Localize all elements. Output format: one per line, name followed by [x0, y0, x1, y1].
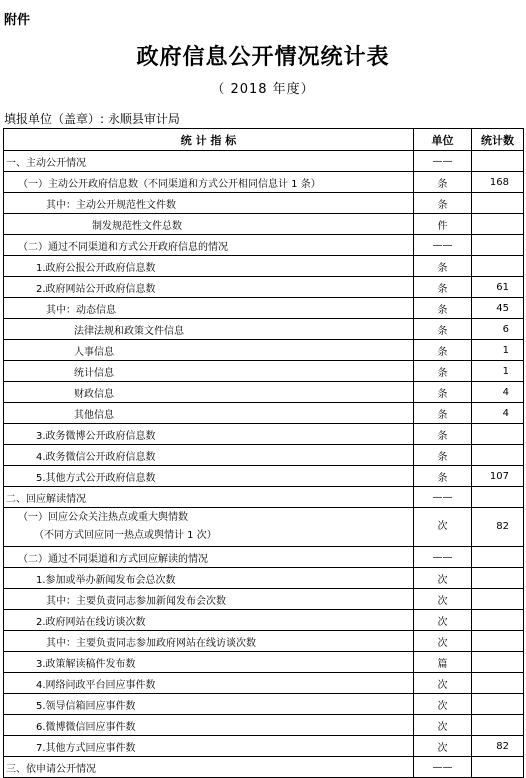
- table-row: [4, 466, 524, 487]
- row-value: 1: [472, 340, 524, 361]
- table-row: [4, 340, 524, 361]
- row-unit: 次: [414, 673, 472, 694]
- row-unit: ——: [414, 547, 472, 568]
- table-row: [4, 298, 524, 319]
- row-label-cell: [4, 508, 414, 547]
- table-row: [4, 694, 524, 715]
- row-label: （二）通过不同渠道和方式回应解读的情况: [4, 547, 414, 568]
- row-label: 制发规范性文件总数: [4, 214, 414, 235]
- table-row: [4, 547, 524, 568]
- row-label: 二、回应解读情况: [4, 487, 414, 508]
- row-value: [472, 214, 524, 235]
- row-value: 45: [472, 298, 524, 319]
- table-row: [4, 589, 524, 610]
- table-row: [4, 508, 524, 547]
- row-label: 一、主动公开情况: [4, 151, 414, 172]
- header-unit: 单位: [414, 129, 472, 151]
- row-unit: 条: [414, 340, 472, 361]
- row-label: 4.网络问政平台回应事件数: [4, 673, 414, 694]
- table-row: [4, 631, 524, 652]
- table-row: [4, 361, 524, 382]
- row-label: 财政信息: [4, 382, 414, 403]
- row-value: [472, 487, 524, 508]
- row-unit: 条: [414, 403, 472, 424]
- row-label: 其中：主动公开规范性文件数: [4, 193, 414, 214]
- row-value: 1: [472, 361, 524, 382]
- row-unit: ——: [414, 757, 472, 778]
- row-unit: 次: [414, 589, 472, 610]
- reporting-unit: 填报单位（盖章）: 永顺县审计局: [4, 112, 180, 126]
- table-row: [4, 715, 524, 736]
- row-label: 法律法规和政策文件信息: [4, 319, 414, 340]
- row-unit: 次: [414, 736, 472, 757]
- row-unit: 条: [414, 298, 472, 319]
- table-row: [4, 151, 524, 172]
- row-value: [472, 631, 524, 652]
- row-value: [472, 256, 524, 277]
- table-row: [4, 382, 524, 403]
- row-unit: 条: [414, 256, 472, 277]
- row-value: 107: [472, 466, 524, 487]
- table-row: [4, 736, 524, 757]
- row-label: 1.参加或举办新闻发布会总次数: [4, 568, 414, 589]
- row-unit: 次: [414, 610, 472, 631]
- row-label: 3.政策解读稿件发布数: [4, 652, 414, 673]
- row-unit: 次: [414, 694, 472, 715]
- row-label-note: （不同方式回应同一热点或舆情计 1 次）: [34, 530, 217, 541]
- row-value: [472, 673, 524, 694]
- row-unit: 件: [414, 214, 472, 235]
- row-unit: 条: [414, 424, 472, 445]
- row-value: [472, 652, 524, 673]
- header-indicator: 统 计 指 标: [4, 129, 414, 151]
- row-unit: 条: [414, 445, 472, 466]
- row-value: [472, 757, 524, 778]
- table-row: [4, 319, 524, 340]
- row-value: [472, 445, 524, 466]
- row-unit: 条: [414, 361, 472, 382]
- report-year: （ 2018 年度）: [211, 82, 315, 97]
- row-value: [472, 424, 524, 445]
- row-label: 7.其他方式回应事件数: [4, 736, 414, 757]
- row-unit: 条: [414, 277, 472, 298]
- row-value: [472, 235, 524, 256]
- table-row: [4, 610, 524, 631]
- row-unit: ——: [414, 487, 472, 508]
- row-value: 61: [472, 277, 524, 298]
- row-value: [472, 610, 524, 631]
- row-value: [472, 715, 524, 736]
- row-value: [472, 589, 524, 610]
- row-value: [472, 568, 524, 589]
- table-row: [4, 652, 524, 673]
- table-row: [4, 673, 524, 694]
- row-unit: 次: [414, 631, 472, 652]
- table-row: [4, 568, 524, 589]
- table-row: [4, 487, 524, 508]
- row-label: 6.微博微信回应事件数: [4, 715, 414, 736]
- row-unit: 条: [414, 319, 472, 340]
- row-label: 其中：主要负责同志参加政府网站在线访谈次数: [4, 631, 414, 652]
- row-unit: ——: [414, 235, 472, 256]
- row-label: 5.其他方式公开政府信息数: [4, 466, 414, 487]
- row-label: 其中：主要负责同志参加新闻发布会次数: [4, 589, 414, 610]
- row-label: 5.领导信箱回应事件数: [4, 694, 414, 715]
- row-unit: 次: [414, 508, 472, 547]
- table-row: [4, 757, 524, 778]
- table-row: [4, 235, 524, 256]
- row-value: 168: [472, 172, 524, 193]
- row-value: 6: [472, 319, 524, 340]
- row-unit: 条: [414, 172, 472, 193]
- row-value: 4: [472, 403, 524, 424]
- row-value: 82: [472, 508, 524, 547]
- annex-label: 附件: [4, 13, 31, 28]
- table-row: [4, 193, 524, 214]
- table-header-row: [4, 129, 524, 151]
- page-title: 政府信息公开情况统计表: [136, 44, 390, 70]
- table-row: [4, 403, 524, 424]
- row-unit: 次: [414, 568, 472, 589]
- row-label: 3.政务微博公开政府信息数: [4, 424, 414, 445]
- header-count: 统计数: [472, 129, 524, 151]
- row-unit: ——: [414, 151, 472, 172]
- table-row: [4, 214, 524, 235]
- row-unit: 条: [414, 466, 472, 487]
- table-row: [4, 256, 524, 277]
- row-label: 1.政府公报公开政府信息数: [4, 256, 414, 277]
- row-label: 2.政府网站公开政府信息数: [4, 277, 414, 298]
- row-value: 4: [472, 382, 524, 403]
- row-label: （一）回应公众关注热点或重大舆情数: [18, 512, 188, 523]
- row-label: 其他信息: [4, 403, 414, 424]
- row-unit: 条: [414, 193, 472, 214]
- row-label: 统计信息: [4, 361, 414, 382]
- row-label: （一）主动公开政府信息数（不同渠道和方式公开相同信息计 1 条）: [4, 172, 414, 193]
- row-value: [472, 193, 524, 214]
- row-unit: 次: [414, 715, 472, 736]
- row-label: 人事信息: [4, 340, 414, 361]
- row-value: [472, 151, 524, 172]
- row-label: 2.政府网站在线访谈次数: [4, 610, 414, 631]
- row-label: （二）通过不同渠道和方式公开政府信息的情况: [4, 235, 414, 256]
- table-row: [4, 424, 524, 445]
- table-row: [4, 445, 524, 466]
- row-value: [472, 547, 524, 568]
- table-row: [4, 277, 524, 298]
- row-label: 三、依申请公开情况: [4, 757, 414, 778]
- row-label: 其中：动态信息: [4, 298, 414, 319]
- statistics-table: [3, 128, 524, 778]
- row-label: 4.政务微信公开政府信息数: [4, 445, 414, 466]
- row-unit: 篇: [414, 652, 472, 673]
- table-row: [4, 172, 524, 193]
- row-unit: 条: [414, 382, 472, 403]
- row-value: 82: [472, 736, 524, 757]
- row-value: [472, 694, 524, 715]
